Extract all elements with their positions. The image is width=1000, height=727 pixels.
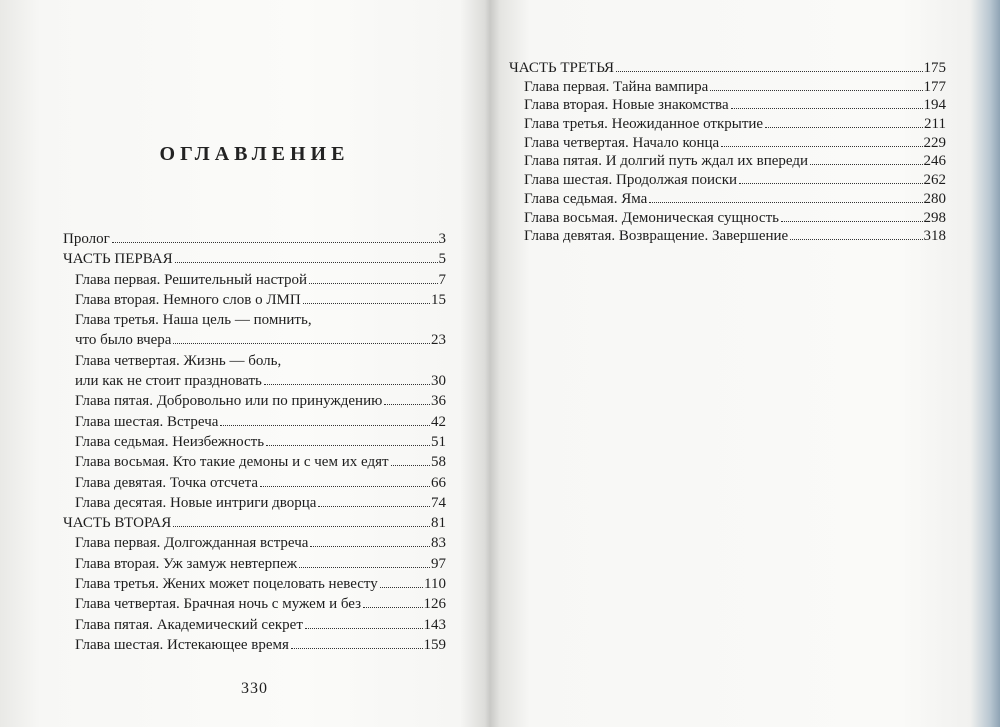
toc-entry	[63, 292, 446, 312]
toc-entry-title: Глава шестая. Истекающее время	[75, 636, 289, 653]
toc-entry-page: 280	[923, 190, 946, 207]
dot-leader	[765, 127, 923, 128]
toc-entry	[509, 172, 946, 191]
toc-entry-title: Глава восьмая. Демоническая сущность	[524, 209, 779, 226]
toc-entry-title: ЧАСТЬ ТРЕТЬЯ	[509, 60, 615, 76]
toc-entry-title: Глава восьмая. Кто такие демоны и с чем их едят	[75, 454, 389, 471]
toc-entry-title: Глава пятая. И долгий путь ждал их впереди	[524, 153, 809, 170]
toc-entry	[63, 454, 446, 474]
toc-entry-page: 42	[431, 413, 446, 430]
toc-entry-page: 175	[923, 60, 946, 76]
toc-entry	[63, 576, 446, 596]
dot-leader	[303, 303, 430, 304]
toc-entry-title: Глава вторая. Немного слов о ЛМП	[75, 291, 301, 308]
dot-leader	[810, 164, 922, 165]
toc-entry-page: 194	[923, 97, 946, 114]
toc-entry-page: 298	[923, 209, 946, 226]
toc-entry-title: Глава вторая. Уж замуж невтерпеж	[75, 555, 298, 572]
toc-entry-page: 3	[438, 231, 446, 247]
toc-entry	[63, 515, 446, 535]
dot-leader	[173, 526, 430, 527]
toc-entry	[509, 97, 946, 116]
toc-entry-page: 246	[923, 153, 946, 170]
dot-leader	[731, 108, 923, 109]
dot-leader	[649, 202, 922, 203]
dot-leader	[710, 90, 922, 91]
toc-entry-title: Глава первая. Решительный настрой	[75, 271, 308, 288]
toc-entry-page: 143	[423, 616, 446, 633]
dot-leader	[173, 343, 430, 344]
toc-entry	[63, 556, 446, 576]
toc-entry	[63, 393, 446, 413]
left-page	[63, 0, 446, 727]
toc-entry-page: 66	[431, 474, 446, 491]
toc-entry	[63, 475, 446, 495]
toc-entry-title: Глава третья. Неожиданное открытие	[524, 116, 764, 133]
toc-entry-page: 126	[423, 596, 446, 613]
dot-leader	[260, 486, 430, 487]
toc-entry-title: Глава вторая. Новые знакомства	[524, 97, 729, 114]
toc-entry	[63, 332, 446, 352]
right-page	[509, 0, 946, 727]
toc-entry-page: 211	[924, 116, 946, 133]
toc-entry	[509, 135, 946, 154]
toc-entry-page: 58	[431, 454, 446, 471]
table-of-contents	[63, 231, 446, 657]
toc-entry	[63, 596, 446, 616]
dot-leader	[363, 607, 422, 608]
dot-leader	[318, 506, 430, 507]
dot-leader	[739, 183, 922, 184]
toc-entry-title: Глава шестая. Встреча	[75, 413, 219, 430]
toc-entry	[63, 637, 446, 657]
toc-entry	[63, 495, 446, 515]
toc-entry	[63, 617, 446, 637]
toc-entry-title: что было вчера	[75, 332, 172, 349]
toc-entry	[509, 210, 946, 229]
toc-entry-title: Глава шестая. Продолжая поиски	[524, 172, 738, 189]
toc-entry-page: 7	[438, 271, 446, 288]
dot-leader	[310, 546, 430, 547]
page-number: 330	[241, 680, 268, 697]
toc-entry-page: 177	[923, 78, 946, 95]
toc-entry-title: Глава девятая. Возвращение. Завершение	[524, 228, 789, 245]
toc-entry-page: 15	[431, 291, 446, 308]
toc-entry	[63, 414, 446, 434]
toc-entry-page: 229	[923, 134, 946, 151]
toc-entry	[509, 191, 946, 210]
toc-entry	[509, 228, 946, 247]
toc-entry-title: Глава первая. Тайна вампира	[524, 78, 709, 95]
toc-entry	[63, 434, 446, 454]
dot-leader	[384, 404, 430, 405]
toc-entry-title: Глава четвертая. Начало конца	[524, 134, 720, 151]
toc-entry-page: 30	[431, 373, 446, 390]
toc-entry	[63, 272, 446, 292]
dot-leader	[220, 425, 430, 426]
dot-leader	[291, 648, 423, 649]
toc-entry-page: 110	[424, 576, 446, 593]
dot-leader	[264, 384, 430, 385]
dot-leader	[299, 567, 430, 568]
toc-entry-title: Глава девятая. Точка отсчета	[75, 474, 259, 491]
toc-entry-page: 51	[431, 433, 446, 450]
dot-leader	[266, 445, 430, 446]
toc-entry-page: 262	[923, 172, 946, 189]
toc-entry-page: 74	[431, 494, 446, 511]
toc-entry	[509, 60, 946, 79]
toc-entry-title: Глава четвертая. Жизнь — боль,	[75, 352, 282, 369]
toc-entry-title: Глава третья. Наша цель — помнить,	[75, 312, 312, 329]
dot-leader	[309, 283, 437, 284]
toc-entry-page: 36	[431, 393, 446, 410]
toc-entry-title: Глава десятая. Новые интриги дворца	[75, 494, 317, 511]
toc-entry	[63, 535, 446, 555]
dot-leader	[391, 465, 430, 466]
toc-entry	[509, 153, 946, 172]
toc-entry-page: 23	[431, 332, 446, 349]
toc-entry	[63, 251, 446, 271]
toc-entry	[63, 312, 446, 332]
dot-leader	[790, 239, 922, 240]
toc-entry-page: 81	[431, 515, 446, 532]
dot-leader	[380, 587, 423, 588]
dot-leader	[721, 146, 922, 147]
toc-entry-title: Глава седьмая. Яма	[524, 190, 648, 207]
dot-leader	[175, 262, 438, 263]
toc-entry-page: 318	[923, 228, 946, 245]
dot-leader	[781, 221, 923, 222]
toc-entry-title: или как не стоит праздновать	[75, 373, 262, 390]
dot-leader	[616, 71, 922, 72]
toc-entry-title: Глава четвертая. Брачная ночь с мужем и без	[75, 596, 362, 613]
toc-entry-title: Глава пятая. Академический секрет	[75, 616, 303, 633]
table-of-contents	[509, 60, 946, 247]
toc-entry	[63, 231, 446, 251]
toc-entry-title: Пролог	[63, 231, 110, 247]
toc-entry	[63, 373, 446, 393]
dot-leader	[112, 242, 438, 243]
toc-entry-title: Глава первая. Долгожданная встреча	[75, 535, 309, 552]
toc-entry-page: 5	[438, 251, 446, 268]
toc-entry	[63, 353, 446, 373]
toc-entry-title: ЧАСТЬ ВТОРАЯ	[63, 515, 172, 532]
toc-entry-title: ЧАСТЬ ПЕРВАЯ	[63, 251, 173, 268]
toc-entry	[509, 116, 946, 135]
toc-entry-title: Глава третья. Жених может поцеловать невесту	[75, 576, 378, 593]
toc-entry-page: 97	[431, 555, 446, 572]
toc-entry-page: 159	[423, 636, 446, 653]
page-title: ОГЛАВЛЕНИЕ	[159, 143, 350, 165]
toc-entry-page: 83	[431, 535, 446, 552]
toc-entry	[509, 79, 946, 98]
toc-entry-title: Глава пятая. Добровольно или по принуждению	[75, 393, 383, 410]
toc-entry-title: Глава седьмая. Неизбежность	[75, 433, 265, 450]
dot-leader	[305, 628, 423, 629]
